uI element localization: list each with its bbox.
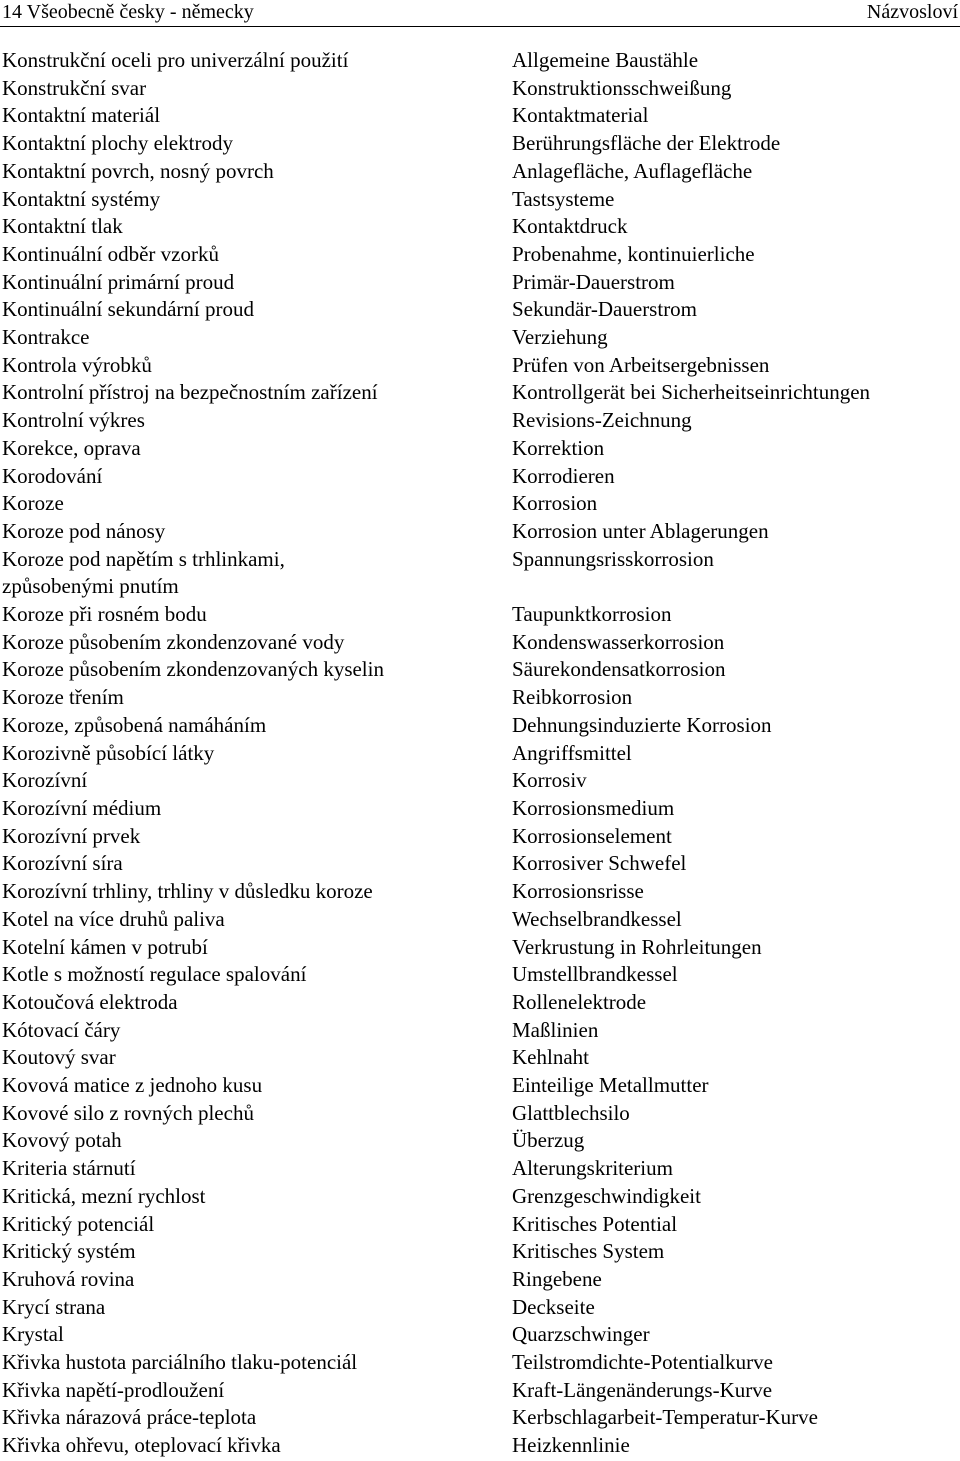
term-czech: Kontaktní systémy — [2, 186, 161, 211]
glossary-row — [0, 1377, 960, 1405]
term-czech: Kótovací čáry — [2, 1017, 121, 1042]
glossary-row — [0, 850, 960, 878]
term-german: Korrosionsrisse — [512, 879, 644, 904]
term-czech: Krystal — [2, 1322, 64, 1347]
term-german: Maßlinien — [512, 1017, 599, 1042]
term-german — [512, 573, 960, 601]
glossary-row — [0, 767, 960, 795]
glossary-row — [0, 47, 960, 75]
glossary-row — [0, 1211, 960, 1239]
glossary-row — [0, 1432, 960, 1460]
glossary-row — [0, 435, 960, 463]
glossary-row — [0, 823, 960, 851]
term-german: Primär-Dauerstrom — [512, 269, 675, 294]
term-german: Berührungsfläche der Elektrode — [512, 131, 781, 156]
term-german: Korrosionselement — [512, 823, 672, 848]
glossary-row — [0, 269, 960, 297]
glossary-row — [0, 906, 960, 934]
term-german: Verkrustung in Rohrleitungen — [512, 934, 762, 959]
term-german: Anlagefläche, Auflagefläche — [512, 158, 753, 183]
term-german: Revisions-Zeichnung — [512, 408, 692, 433]
glossary-row — [0, 518, 960, 546]
glossary-row — [0, 130, 960, 158]
term-czech: Konstrukční oceli pro univerzální použití — [2, 48, 349, 72]
term-czech: Kontrola výrobků — [2, 352, 152, 377]
term-german: Quarzschwinger — [512, 1322, 650, 1347]
term-czech: Kotel na více druhů paliva — [2, 906, 225, 931]
term-german: Kontrollgerät bei Sicherheitseinrichtungen — [512, 380, 871, 405]
header-section-title: 14 Všeobecně česky - německy — [2, 1, 254, 23]
glossary-table — [0, 47, 960, 1460]
glossary-row — [0, 1044, 960, 1072]
term-czech: Kontrolní přístroj na bezpečnostním zařízení — [2, 380, 378, 405]
glossary-row — [0, 407, 960, 435]
term-german: Säurekondensatkorrosion — [512, 657, 726, 682]
glossary-row — [0, 989, 960, 1017]
term-czech: Koroze působením zkondenzovaných kyselin — [2, 657, 384, 682]
term-german: Korrosionsmedium — [512, 795, 675, 820]
glossary-row — [0, 186, 960, 214]
term-german: Kritisches System — [512, 1239, 665, 1264]
term-german: Reibkorrosion — [512, 685, 633, 710]
glossary-row — [0, 352, 960, 380]
term-german: Ringebene — [512, 1266, 602, 1291]
term-czech: Kontinuální primární proud — [2, 269, 235, 294]
glossary-row — [0, 961, 960, 989]
term-czech: Koroze působením zkondenzované vody — [2, 629, 345, 654]
glossary-row — [0, 601, 960, 629]
term-german: Kehlnaht — [512, 1045, 589, 1070]
glossary-row — [0, 1238, 960, 1266]
glossary-row — [0, 1155, 960, 1183]
term-czech: Kotelní kámen v potrubí — [2, 934, 208, 959]
term-czech: Kruhová rovina — [2, 1266, 135, 1291]
glossary-row — [0, 684, 960, 712]
term-german: Spannungsrisskorrosion — [512, 546, 714, 571]
glossary-row — [0, 463, 960, 491]
term-german: Grenzgeschwindigkeit — [512, 1183, 701, 1208]
term-german: Korrosiver Schwefel — [512, 851, 687, 876]
term-german: Korrektion — [512, 435, 605, 460]
term-czech: Krycí strana — [2, 1294, 106, 1319]
term-czech: Korozívní síra — [2, 851, 123, 876]
term-czech: Kovová matice z jednoho kusu — [2, 1073, 263, 1098]
term-czech: Kontinuální sekundární proud — [2, 297, 254, 322]
term-czech: Kovové silo z rovných plechů — [2, 1100, 254, 1125]
glossary-row — [0, 1266, 960, 1294]
glossary-row — [0, 1072, 960, 1100]
term-czech: Korozivně působící látky — [2, 740, 215, 765]
header-topic: Názvosloví — [866, 1, 958, 23]
term-german: Korrodieren — [512, 463, 615, 488]
term-czech: Kontrolní výkres — [2, 408, 145, 433]
term-czech: Kontaktní plochy elektrody — [2, 131, 233, 156]
term-czech: Korozívní trhliny, trhliny v důsledku koroze — [2, 879, 373, 904]
term-german: Prüfen von Arbeitsergebnissen — [512, 352, 770, 377]
glossary-row — [0, 546, 960, 574]
term-czech: Koutový svar — [2, 1045, 116, 1070]
term-german: Korrosion — [512, 491, 598, 516]
term-czech: Kritická, mezní rychlost — [2, 1183, 206, 1208]
term-czech: Koroze — [2, 491, 64, 516]
term-german: Teilstromdichte-Potentialkurve — [512, 1350, 773, 1375]
term-german: Konstruktionsschweißung — [512, 75, 732, 100]
term-czech: Křivka ohřevu, oteplovací křivka — [2, 1433, 281, 1458]
term-czech: Koroze pod nánosy — [2, 518, 166, 543]
term-czech: Koroze třením — [2, 685, 124, 710]
term-czech: Kritický potenciál — [2, 1211, 155, 1236]
glossary-row — [0, 1321, 960, 1349]
glossary-row — [0, 158, 960, 186]
glossary-row — [0, 629, 960, 657]
glossary-row — [0, 213, 960, 241]
term-german: Allgemeine Baustähle — [512, 48, 699, 72]
glossary-row — [0, 102, 960, 130]
glossary-row — [0, 490, 960, 518]
glossary-row — [0, 1100, 960, 1128]
glossary-row — [0, 1127, 960, 1155]
term-czech: Křivka hustota parciálního tlaku-potenciál — [2, 1350, 358, 1375]
term-german: Taupunktkorrosion — [512, 602, 672, 627]
term-czech: Kriteria stárnutí — [2, 1156, 136, 1181]
term-german: Kontaktmaterial — [512, 103, 649, 128]
term-czech: Kontinuální odběr vzorků — [2, 241, 219, 266]
term-german: Einteilige Metallmutter — [512, 1073, 709, 1098]
term-german: Kraft-Längenänderungs-Kurve — [512, 1377, 773, 1402]
term-german: Verziehung — [512, 325, 608, 350]
term-czech: Korekce, oprava — [2, 435, 141, 460]
term-czech: Kontaktní materiál — [2, 103, 161, 128]
term-czech: Korozívní médium — [2, 795, 162, 820]
term-german: Probenahme, kontinuierliche — [512, 241, 755, 266]
term-czech: Koroze, způsobená namáháním — [2, 712, 267, 737]
term-german: Kondenswasserkorrosion — [512, 629, 725, 654]
term-german: Glattblechsilo — [512, 1100, 630, 1125]
term-german: Tastsysteme — [512, 186, 615, 211]
term-czech: Koroze při rosném bodu — [2, 602, 207, 627]
term-german: Kritisches Potential — [512, 1211, 678, 1236]
glossary-row — [0, 573, 960, 601]
glossary-row — [0, 934, 960, 962]
term-german: Dehnungsinduzierte Korrosion — [512, 712, 772, 737]
term-czech: Korozívní — [2, 768, 88, 793]
glossary-row — [0, 656, 960, 684]
term-czech: způsobenými pnutím — [2, 574, 179, 599]
glossary-row — [0, 1404, 960, 1432]
glossary-row — [0, 712, 960, 740]
term-german: Wechselbrandkessel — [512, 906, 682, 931]
glossary-row — [0, 1017, 960, 1045]
glossary-row — [0, 795, 960, 823]
term-german: Kontaktdruck — [512, 214, 628, 239]
term-czech: Kontaktní povrch, nosný povrch — [2, 158, 274, 183]
glossary-row — [0, 1349, 960, 1377]
term-german: Rollenelektrode — [512, 989, 647, 1014]
term-german: Korrosion unter Ablagerungen — [512, 518, 769, 543]
glossary-row — [0, 878, 960, 906]
term-czech: Koroze pod napětím s trhlinkami, — [2, 546, 285, 571]
term-german: Heizkennlinie — [512, 1433, 630, 1458]
term-german: Überzug — [512, 1128, 585, 1153]
term-czech: Korodování — [2, 463, 103, 488]
glossary-row — [0, 379, 960, 407]
term-german: Korrosiv — [512, 768, 587, 793]
term-german: Sekundär-Dauerstrom — [512, 297, 698, 322]
term-czech: Kotoučová elektroda — [2, 989, 178, 1014]
glossary-row — [0, 740, 960, 768]
term-czech: Konstrukční svar — [2, 75, 147, 100]
term-german: Kerbschlagarbeit-Temperatur-Kurve — [512, 1405, 818, 1430]
term-czech: Korozívní prvek — [2, 823, 141, 848]
glossary-row — [0, 1294, 960, 1322]
term-german: Deckseite — [512, 1294, 595, 1319]
term-czech: Kotle s možností regulace spalování — [2, 962, 307, 987]
term-czech: Křivka nárazová práce-teplota — [2, 1405, 257, 1430]
glossary-row — [0, 241, 960, 269]
term-german: Angriffsmittel — [512, 740, 632, 765]
term-german: Umstellbrandkessel — [512, 962, 678, 987]
glossary-row — [0, 1183, 960, 1211]
glossary-row — [0, 75, 960, 103]
glossary-row — [0, 296, 960, 324]
term-czech: Kontaktní tlak — [2, 214, 123, 239]
term-german: Alterungskriterium — [512, 1156, 673, 1181]
page-header — [0, 0, 960, 27]
glossary-row — [0, 324, 960, 352]
term-czech: Křivka napětí-prodloužení — [2, 1377, 225, 1402]
term-czech: Kontrakce — [2, 325, 90, 350]
term-czech: Kritický systém — [2, 1239, 136, 1264]
term-czech: Kovový potah — [2, 1128, 122, 1153]
